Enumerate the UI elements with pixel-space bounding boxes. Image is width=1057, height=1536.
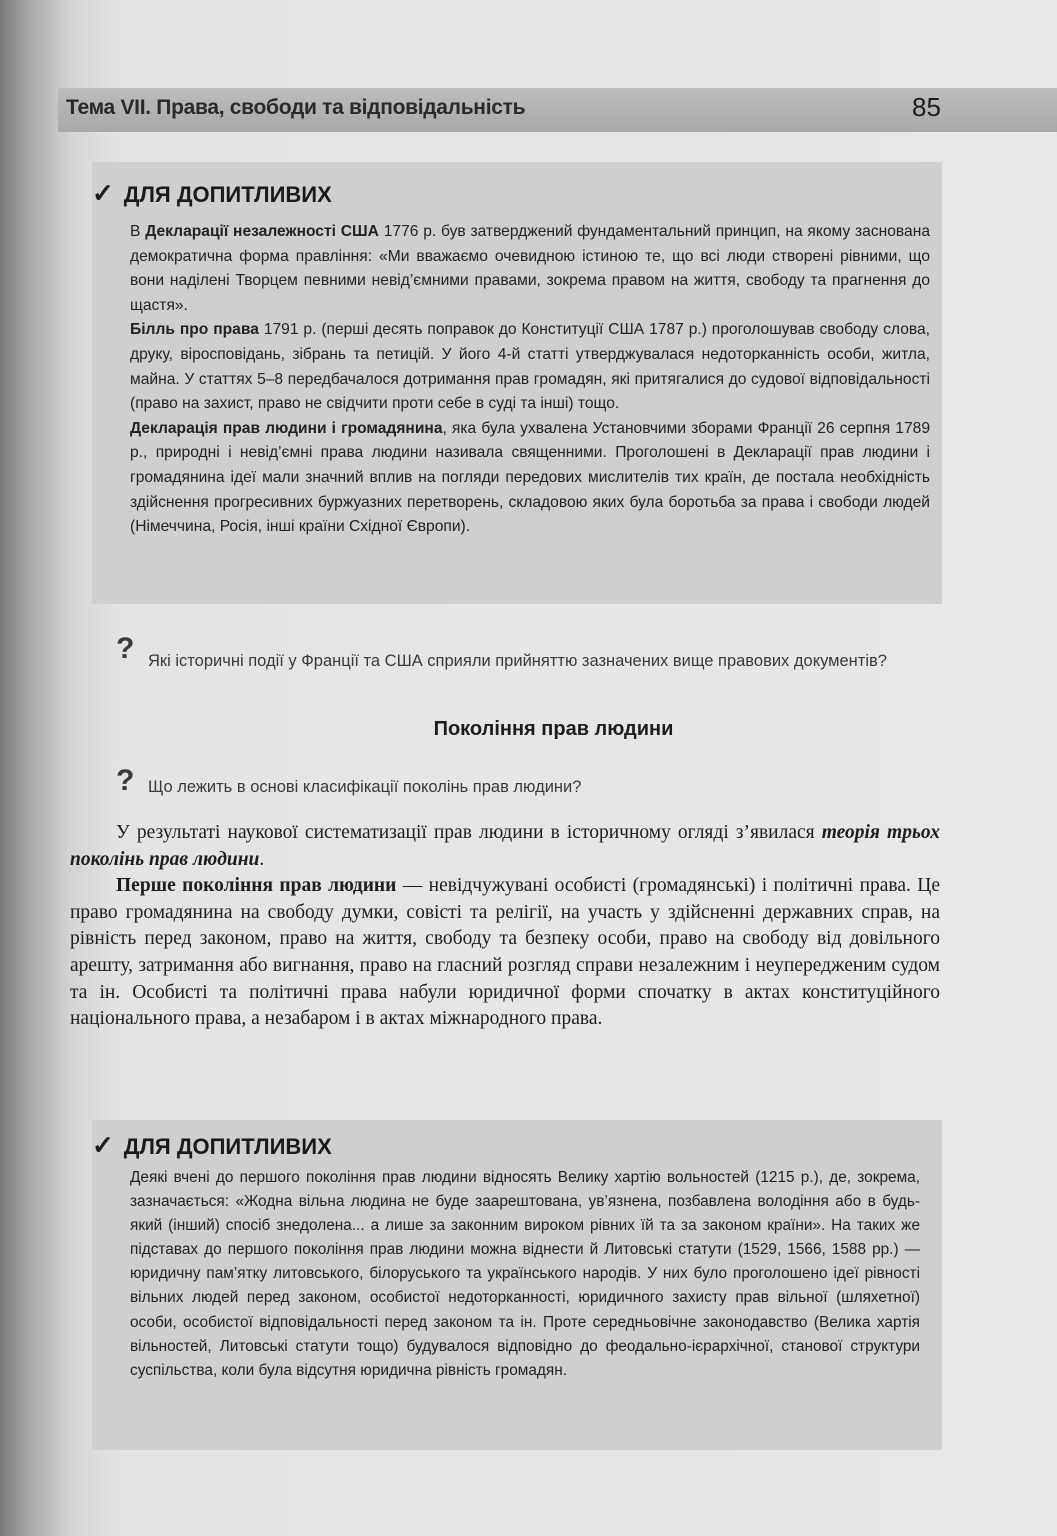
term-three-generations: теорія трьох поколінь прав людини — [70, 822, 940, 870]
box1-paragraph-1: В Декларації незалежності США 1776 р. був затверджений фундаментальний принцип, на якому заснована демократична форма правління: «Ми вважаємо очевидною істиною те, що всі люди створені рівними, що вони наділені Творцем певними невід’ємними правами, зокрема правом на життя, свободу та прагнення до щастя». — [130, 223, 930, 314]
curious-box-2-title: ДЛЯ ДОПИТЛИВИХ — [123, 1134, 332, 1159]
box2-paragraph: Деякі вчені до першого покоління прав людини відносять Велику хартію вольностей (1215 р.), де, зокрема, зазначається: «Жодна вільна людина не буде заарештована, ув’язнена, позбавлена володіння або в будь-який (інший) спосіб знедолена... а лише за законним вироком рівних їй та за законом країни». На таких же підставах до першого покоління прав людини можна віднести й Литовські статути (1529, 1566, 1588 рр.) — юридичну пам’ятку литовського, білоруського та українського народів. У них було проголошено ідеї рівності вільних людей перед законом, особистої недоторканності, юридичного захисту прав вільної (шляхетної) особи, особистої відповідальності перед законом та ін. Проте середньовічне законодавство (Велика хартія вільностей, Литовські статути тощо) будувалося відповідно до феодально-ієрархічної, станової структури суспільства, коли була відсутня юридична рівність громадян. — [130, 1169, 920, 1379]
term-bill-of-rights: Білль про права — [130, 321, 259, 339]
term-declaration-usa: Декларації незалежності США — [145, 223, 379, 240]
box1-paragraph-3: Декларація прав людини і громадянина, яка була ухвалена Установчими зборами Франції 26 серпня 1789 р., природні і невід’ємні права людини називала священними. Проголошені в Декларації прав людини і громадянина ідеї мали значний вплив на погляди передових мислителів тих країн, де постала необхідність здійснення прогресивних буржуазних перетворень, складовою яких була боротьба за права і свободи людей (Німеччина, Росія, інші країни Східної Європи). — [130, 419, 930, 536]
page-number: 85 — [912, 92, 941, 122]
curious-box-1-title: ДЛЯ ДОПИТЛИВИХ — [123, 182, 332, 207]
running-header-title: Тема VII. Права, свободи та відповідальність — [66, 96, 526, 119]
main-paragraph-2: Перше покоління прав людини — невідчужувані особисті (громадянські) і політичні права. Це право громадянина на свободу думки, совісті та релігії, на участь у здійсненні державних справ, на рівність перед законом, право на життя, свободу та безпеку особи, право на свободу від довільного арешту, затримання або вигнання, право на гласний розгляд справи незалежним і неупередженим судом та ін. Особисті та політичні права набули юридичної форми спочатку в актах конституційного національного права, а незабаром і в актах міжнародного права. — [70, 875, 941, 1030]
checkmark-icon: ✓ — [92, 178, 114, 208]
term-first-generation: Перше покоління прав людини — [116, 875, 397, 897]
curious-box-2-text — [130, 1166, 920, 1383]
question-mark-icon: ? — [116, 632, 135, 665]
curious-box-2-heading — [92, 1130, 332, 1161]
curious-box-1-heading — [92, 178, 332, 209]
section-title: Покоління прав людини — [433, 718, 674, 740]
question-2: Що лежить в основі класифікації поколінь прав людини? — [148, 778, 582, 796]
question-mark-icon: ? — [116, 764, 135, 797]
main-paragraph-1: У результаті наукової систематизації прав людини в історичному огляді з’явилася теорія трьох поколінь прав людини. — [70, 822, 940, 870]
box1-paragraph-2: Білль про права 1791 р. (перші десять поправок до Конституції США 1787 р.) проголошував свободу слова, друку, віросповідань, зібрань та петицій. У його 4-й статті утверджувалася недоторканність особи, житла, майна. У статтях 5–8 передбачалося дотримання прав громадян, які притягалися до судової відповідальності (право на захист, право не свідчити проти себе в суді та інші) тощо. — [130, 321, 930, 413]
term-declaration-rights-of-man: Декларація прав людини і громадянина — [130, 419, 443, 437]
question-1: Які історичні події у Франції та США сприяли прийняттю зазначених вище правових документів? — [148, 652, 887, 670]
curious-box-1-text — [130, 220, 930, 540]
checkmark-icon: ✓ — [92, 1130, 114, 1160]
main-text — [70, 820, 940, 1033]
